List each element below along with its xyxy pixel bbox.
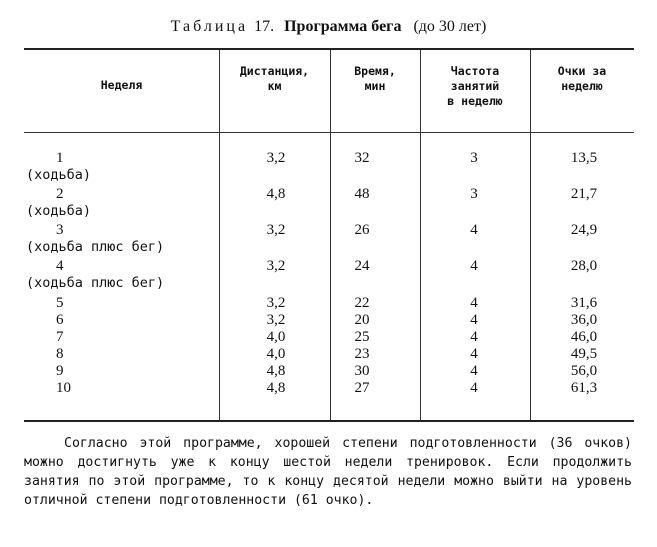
cell-distance: 4,8 [266, 186, 286, 202]
cell-distance: 3,2 [266, 258, 286, 274]
running-program-table [24, 48, 634, 422]
cell-distance: 3,2 [266, 312, 286, 328]
cell-frequency: 3 [470, 150, 478, 166]
header-distance: Дистанция, км [239, 64, 310, 93]
cell-week: 9 [56, 363, 64, 379]
cell-points: 46,0 [570, 329, 598, 345]
column-divider [330, 50, 331, 420]
cell-time: 24 [354, 258, 370, 274]
cell-frequency: 4 [470, 258, 478, 274]
cell-distance: 3,2 [266, 222, 286, 238]
summary-paragraph [24, 434, 632, 510]
cell-frequency: 4 [470, 380, 478, 396]
cell-points: 36,0 [570, 312, 598, 328]
caption-range: (до 30 лет) [413, 18, 487, 35]
cell-week-note: (ходьба плюс бег) [26, 275, 165, 291]
cell-week: 3 [56, 222, 64, 238]
header-divider [24, 132, 634, 133]
column-divider [530, 50, 531, 420]
cell-frequency: 4 [470, 295, 478, 311]
cell-time: 25 [354, 329, 370, 345]
cell-frequency: 4 [470, 363, 478, 379]
cell-time: 23 [354, 346, 370, 362]
cell-week-note: (ходьба плюс бег) [26, 239, 165, 255]
cell-distance: 4,0 [266, 346, 286, 362]
summary-text: Согласно этой программе, хорошей степени подготовленности (36 очков) можно достигнуть уже к концу шестой недели тренировок. Если продолжить занятия по этой программе, то к концу десятой недели можно выйти на уровень отличной степени подготовленности (61 очко). [24, 436, 632, 508]
cell-week: 5 [56, 295, 64, 311]
cell-week: 1 [56, 150, 64, 166]
cell-frequency: 4 [470, 222, 478, 238]
cell-distance: 4,8 [266, 380, 286, 396]
cell-points: 49,5 [570, 346, 598, 362]
header-points: Очки за неделю [557, 64, 607, 93]
cell-week: 6 [56, 312, 64, 328]
column-divider [219, 50, 220, 420]
cell-points: 31,6 [570, 295, 598, 311]
cell-points: 24,9 [570, 222, 598, 238]
cell-frequency: 4 [470, 312, 478, 328]
cell-frequency: 4 [470, 329, 478, 345]
cell-frequency: 3 [470, 186, 478, 202]
cell-time: 22 [354, 295, 370, 311]
cell-points: 28,0 [570, 258, 598, 274]
cell-time: 20 [354, 312, 370, 328]
cell-time: 27 [354, 380, 370, 396]
cell-frequency: 4 [470, 346, 478, 362]
cell-distance: 4,0 [266, 329, 286, 345]
header-time: Время, мин [354, 64, 396, 93]
cell-week: 2 [56, 186, 64, 202]
cell-distance: 4,8 [266, 363, 286, 379]
cell-week: 8 [56, 346, 64, 362]
cell-week: 4 [56, 258, 64, 274]
cell-time: 32 [354, 150, 370, 166]
table-caption [0, 18, 657, 36]
cell-week-note: (ходьба) [26, 203, 92, 219]
cell-distance: 3,2 [266, 150, 286, 166]
caption-lead: Таблица [170, 18, 249, 35]
cell-points: 13,5 [570, 150, 598, 166]
cell-points: 21,7 [570, 186, 598, 202]
cell-points: 56,0 [570, 363, 598, 379]
caption-number: 17. [254, 18, 275, 35]
cell-week: 7 [56, 329, 64, 345]
cell-week-note: (ходьба) [26, 167, 92, 183]
header-week: Неделя [100, 78, 143, 92]
caption-name: Программа бега [284, 18, 402, 35]
cell-distance: 3,2 [266, 295, 286, 311]
cell-time: 30 [354, 363, 370, 379]
cell-time: 48 [354, 186, 370, 202]
cell-week: 10 [56, 380, 71, 396]
cell-points: 61,3 [570, 380, 598, 396]
cell-time: 26 [354, 222, 370, 238]
header-frequency: Частота занятий в неделю [447, 64, 503, 108]
